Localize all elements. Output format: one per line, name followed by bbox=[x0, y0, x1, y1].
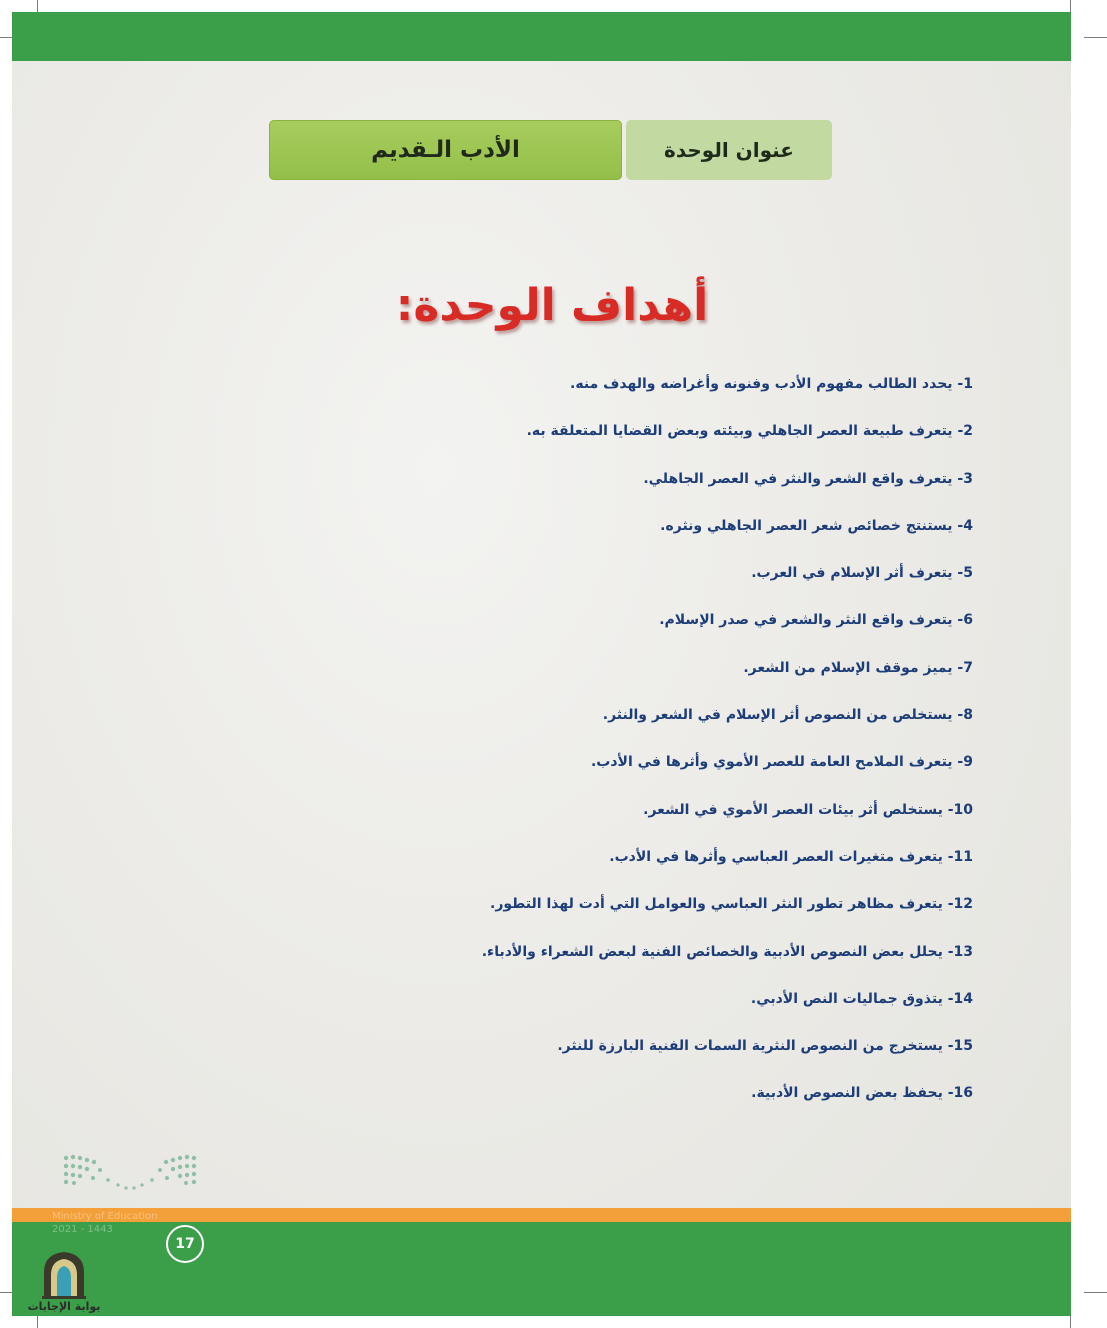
goals-heading: أهداف الوحدة: bbox=[395, 280, 709, 331]
goals-list bbox=[413, 370, 973, 1127]
unit-name: الأدب الـقديم bbox=[371, 137, 520, 163]
unit-name-box bbox=[269, 120, 622, 180]
page-number: 17 bbox=[166, 1225, 204, 1263]
goal-item: 12- يتعرف مظاهر تطور النثر العباسي والعوامل التي أدت لهذا التطور. bbox=[490, 896, 973, 913]
goal-item: 7- يميز موقف الإسلام من الشعر. bbox=[743, 659, 973, 676]
textbook-page bbox=[12, 12, 1071, 1316]
portal-watermark bbox=[24, 1250, 104, 1320]
ministry-name-en: Ministry of Education bbox=[52, 1211, 158, 1222]
unit-label-box bbox=[626, 120, 832, 180]
goal-item: 16- يحفظ بعض النصوص الأدبية. bbox=[751, 1085, 973, 1102]
goal-item: 15- يستخرج من النصوص النثرية السمات الفنية البارزة للنثر. bbox=[557, 1038, 973, 1055]
goal-item: 10- يستخلص أثر بيئات العصر الأموي في الشعر. bbox=[643, 801, 973, 818]
goal-item: 2- يتعرف طبيعة العصر الجاهلي وبيئته وبعض القضايا المتعلقة به. bbox=[526, 423, 973, 440]
ministry-logo-icon bbox=[60, 1152, 200, 1202]
crop-mark bbox=[1084, 1292, 1107, 1293]
goal-item: 11- يتعرف متغيرات العصر العباسي وأثرها في الأدب. bbox=[609, 848, 973, 865]
ministry-year: 2021 - 1443 bbox=[52, 1224, 113, 1235]
goal-item: 13- يحلل بعض النصوص الأدبية والخصائص الفنية لبعض الشعراء والأدباء. bbox=[481, 943, 973, 960]
crop-mark bbox=[1084, 37, 1107, 38]
unit-label: عنوان الوحدة bbox=[664, 138, 794, 162]
goal-item: 6- يتعرف واقع النثر والشعر في صدر الإسلام. bbox=[659, 612, 973, 629]
goal-item: 9- يتعرف الملامح العامة للعصر الأموي وأثرها في الأدب. bbox=[590, 754, 973, 771]
goal-item: 4- يستنتج خصائص شعر العصر الجاهلي ونثره. bbox=[660, 517, 973, 534]
goal-item: 14- يتذوق جماليات النص الأدبي. bbox=[750, 990, 973, 1007]
goal-item: 8- يستخلص من النصوص أثر الإسلام في الشعر والنثر. bbox=[602, 707, 973, 724]
goal-item: 1- يحدد الطالب مفهوم الأدب وفنونه وأغراضه والهدف منه. bbox=[570, 376, 973, 392]
goal-item: 3- يتعرف واقع الشعر والنثر في العصر الجاهلي. bbox=[643, 470, 973, 487]
ministry-caption bbox=[52, 1210, 182, 1236]
arch-mosque-icon bbox=[40, 1250, 88, 1300]
top-green-band bbox=[12, 12, 1071, 61]
goal-item: 5- يتعرف أثر الإسلام في العرب. bbox=[751, 565, 973, 582]
portal-name: بوابة الإجابات bbox=[27, 1300, 101, 1313]
